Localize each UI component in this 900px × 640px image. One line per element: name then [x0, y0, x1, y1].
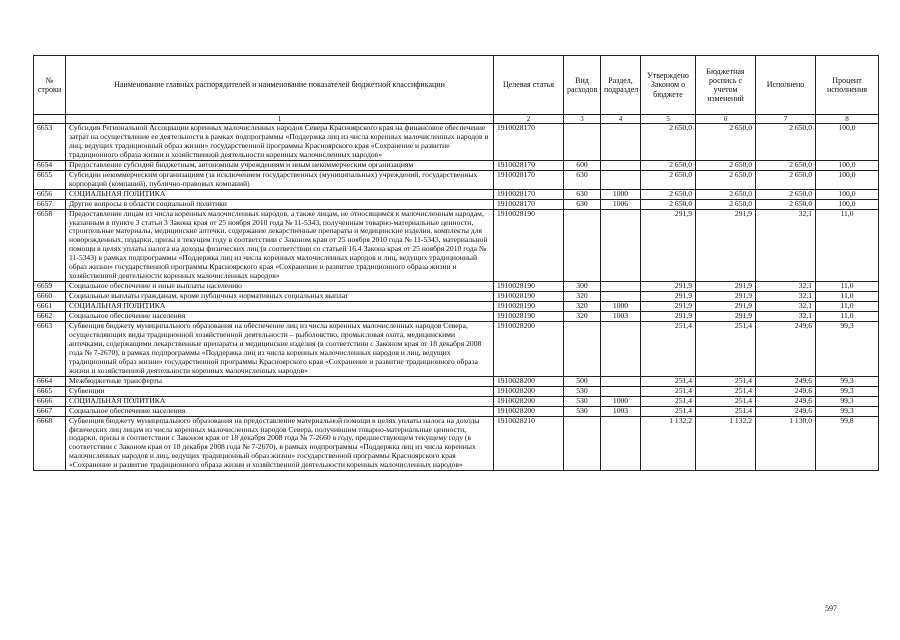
table-row — [34, 124, 879, 161]
row-name-cell: Субсидия Региональной Ассоциации коренных малочисленных народов Севера Красноярского края на финансовое обеспечение затрат на осуществление ее деятельности в рамках подпрограммы «Поддержка лиц из числа коренных малочисленных народов и лиц, ведущих традиционный образ жизни» государственной программы Красноярского края «Сохранение и развитие традиционного образа жизни и хозяйственной деятельности коренных малочисленных народов» — [66, 124, 494, 161]
approved-amount-cell: 1 132,2 — [641, 416, 696, 471]
row-number-cell: 6656 — [34, 189, 66, 199]
section-cell — [601, 416, 641, 471]
table-row — [34, 282, 879, 292]
section-cell — [601, 386, 641, 396]
header-row — [34, 56, 879, 115]
target-article-cell: 1910028200 — [494, 322, 564, 377]
executed-amount-cell: 32,1 — [756, 302, 816, 312]
section-cell: 1000 — [601, 189, 641, 199]
executed-amount-cell: 249,6 — [756, 376, 816, 386]
column-number: 1 — [66, 115, 494, 124]
row-number-cell: 6655 — [34, 170, 66, 189]
roster-amount-cell: 291,9 — [696, 302, 756, 312]
header-row-number: № строки — [34, 56, 66, 115]
table-row — [34, 416, 879, 471]
table-row — [34, 170, 879, 189]
section-cell — [601, 322, 641, 377]
roster-amount-cell: 291,9 — [696, 282, 756, 292]
roster-amount-cell: 251,4 — [696, 386, 756, 396]
row-number-cell: 6667 — [34, 406, 66, 416]
table-row — [34, 199, 879, 209]
target-article-cell: 1910028200 — [494, 396, 564, 406]
expense-type-cell — [564, 209, 601, 282]
table-row — [34, 406, 879, 416]
row-name-cell: Предоставление лицам из числа коренных малочисленных народов, а также лицам, не относящимся к малочисленным народам, указанным в пункте 3 статьи 3 Закона края от 25 ноября 2010 года № 11-5343, полученным товарно-материальные ценности, строительные материалы, медицинские аптечки, содержание лекарственные препараты и медицинские изделия, комплекты для новорожденных, подарки, призы в текущем году в соответствии с Законом края от 25 ноября 2010 года № 11-5343, материальной помощи в целях уплаты налога на доходы физических лиц (в соответствии со статьей 16.4 Закона края от 25 ноября 2010 года № 11-5343) в рамках подпрограммы «Поддержка лиц из числа коренных малочисленных народов и лиц, ведущих традиционный образ жизни» государственной программы Красноярского края «Сохранение и развитие традиционного образа жизни и хозяйственной деятельности коренных малочисленных народов» — [66, 209, 494, 282]
approved-amount-cell: 251,4 — [641, 406, 696, 416]
percent-cell: 11,0 — [816, 302, 879, 312]
target-article-cell: 1910028190 — [494, 302, 564, 312]
header-target-article: Целевая статья — [494, 56, 564, 115]
header-executed: Исполнено — [756, 56, 816, 115]
section-cell: 1000 — [601, 302, 641, 312]
section-cell — [601, 209, 641, 282]
header-budget-roster: Бюджетная роспись с учетом изменений — [696, 56, 756, 115]
table-row — [34, 312, 879, 322]
percent-cell: 100,0 — [816, 199, 879, 209]
row-name-cell: Социальное обеспечение и иные выплаты населению — [66, 282, 494, 292]
table-row — [34, 160, 879, 170]
column-number: 4 — [601, 115, 641, 124]
target-article-cell: 1910028190 — [494, 292, 564, 302]
section-cell — [601, 376, 641, 386]
approved-amount-cell: 291,9 — [641, 282, 696, 292]
roster-amount-cell: 251,4 — [696, 376, 756, 386]
approved-amount-cell: 2 650,0 — [641, 189, 696, 199]
header-percent: Процент исполнения — [816, 56, 879, 115]
row-name-cell: Предоставление субсидий бюджетным, автономным учреждениям и иным некоммерческим организациям — [66, 160, 494, 170]
expense-type-cell: 320 — [564, 312, 601, 322]
row-name-cell: Социальное обеспечение населения — [66, 406, 494, 416]
row-name-cell: Социальное обеспечение населения — [66, 312, 494, 322]
target-article-cell: 1910028210 — [494, 416, 564, 471]
row-number-cell: 6660 — [34, 292, 66, 302]
row-number-cell: 6657 — [34, 199, 66, 209]
section-cell: 1000 — [601, 396, 641, 406]
table-row — [34, 209, 879, 282]
percent-cell: 11,0 — [816, 292, 879, 302]
roster-amount-cell: 2 650,0 — [696, 189, 756, 199]
roster-amount-cell: 2 650,0 — [696, 199, 756, 209]
row-number-cell: 6658 — [34, 209, 66, 282]
page-number: 597 — [825, 604, 837, 613]
executed-amount-cell: 249,6 — [756, 386, 816, 396]
executed-amount-cell: 249,6 — [756, 396, 816, 406]
header-name: Наименование главных распорядителей и наименование показателей бюджетной классификации — [66, 56, 494, 115]
column-number: 2 — [494, 115, 564, 124]
target-article-cell: 1910028190 — [494, 282, 564, 292]
target-article-cell: 1910028170 — [494, 189, 564, 199]
approved-amount-cell: 2 650,0 — [641, 170, 696, 189]
executed-amount-cell: 249,6 — [756, 322, 816, 377]
expense-type-cell: 300 — [564, 282, 601, 292]
header-approved: Утверждено Законом о бюджете — [641, 56, 696, 115]
row-number-cell: 6653 — [34, 124, 66, 161]
expense-type-cell — [564, 124, 601, 161]
approved-amount-cell: 2 650,0 — [641, 124, 696, 161]
target-article-cell: 1910028200 — [494, 406, 564, 416]
roster-amount-cell: 251,4 — [696, 396, 756, 406]
row-name-cell: Субсидии некоммерческим организациям (за исключением государственных (муниципальных) учреждений, государственных корпораций (компаний), публично-правовых компаний) — [66, 170, 494, 189]
roster-amount-cell: 2 650,0 — [696, 160, 756, 170]
target-article-cell: 1910028170 — [494, 199, 564, 209]
expense-type-cell: 530 — [564, 406, 601, 416]
executed-amount-cell: 2 650,0 — [756, 160, 816, 170]
row-number-cell: 6654 — [34, 160, 66, 170]
roster-amount-cell: 291,9 — [696, 292, 756, 302]
approved-amount-cell: 2 650,0 — [641, 160, 696, 170]
expense-type-cell: 320 — [564, 302, 601, 312]
expense-type-cell — [564, 416, 601, 471]
section-cell: 1003 — [601, 312, 641, 322]
executed-amount-cell: 2 650,0 — [756, 199, 816, 209]
expense-type-cell: 320 — [564, 292, 601, 302]
executed-amount-cell: 2 650,0 — [756, 189, 816, 199]
percent-cell: 11,0 — [816, 312, 879, 322]
table-row — [34, 322, 879, 377]
expense-type-cell: 600 — [564, 160, 601, 170]
executed-amount-cell: 249,6 — [756, 406, 816, 416]
percent-cell: 99,3 — [816, 396, 879, 406]
section-cell: 1006 — [601, 199, 641, 209]
table-row — [34, 292, 879, 302]
percent-cell: 99,8 — [816, 416, 879, 471]
row-name-cell: Межбюджетные трансферты — [66, 376, 494, 386]
target-article-cell: 1910028170 — [494, 170, 564, 189]
column-number: 3 — [564, 115, 601, 124]
target-article-cell: 1910028200 — [494, 386, 564, 396]
expense-type-cell: 500 — [564, 376, 601, 386]
row-number-cell: 6668 — [34, 416, 66, 471]
row-name-cell: Субвенции — [66, 386, 494, 396]
roster-amount-cell: 2 650,0 — [696, 124, 756, 161]
approved-amount-cell: 251,4 — [641, 376, 696, 386]
row-name-cell: Другие вопросы в области социальной политики — [66, 199, 494, 209]
row-name-cell: СОЦИАЛЬНАЯ ПОЛИТИКА — [66, 189, 494, 199]
approved-amount-cell: 251,4 — [641, 322, 696, 377]
roster-amount-cell: 251,4 — [696, 322, 756, 377]
percent-cell: 100,0 — [816, 124, 879, 161]
percent-cell: 100,0 — [816, 160, 879, 170]
approved-amount-cell: 2 650,0 — [641, 199, 696, 209]
roster-amount-cell: 291,9 — [696, 209, 756, 282]
roster-amount-cell: 2 650,0 — [696, 170, 756, 189]
row-name-cell: СОЦИАЛЬНАЯ ПОЛИТИКА — [66, 396, 494, 406]
table-row — [34, 396, 879, 406]
target-article-cell: 1910028190 — [494, 312, 564, 322]
section-cell: 1003 — [601, 406, 641, 416]
executed-amount-cell: 2 650,0 — [756, 170, 816, 189]
approved-amount-cell: 291,9 — [641, 302, 696, 312]
budget-sheet — [33, 55, 878, 471]
section-cell — [601, 160, 641, 170]
column-number: 7 — [756, 115, 816, 124]
approved-amount-cell: 291,9 — [641, 209, 696, 282]
percent-cell: 99,3 — [816, 406, 879, 416]
expense-type-cell: 530 — [564, 396, 601, 406]
column-number: 6 — [696, 115, 756, 124]
executed-amount-cell: 32,1 — [756, 209, 816, 282]
expense-type-cell: 630 — [564, 199, 601, 209]
section-cell — [601, 292, 641, 302]
percent-cell: 100,0 — [816, 170, 879, 189]
expense-type-cell: 630 — [564, 189, 601, 199]
row-name-cell: Субвенция бюджету муниципального образования на предоставление материальной помощи в целях уплаты налога на доходы физических лиц лицам из числа коренных малочисленных народов Севера, получившим товарно-материальные ценности, подарки, призы в соответствии с Законом края от 18 декабря 2008 года № 7-2660 в году, предшествующем текущему году (в соответствии с Законом края от 18 декабря 2008 года № 7-2670), в рамках подпрограммы «Поддержка лиц из числа коренных малочисленных народов и лиц, ведущих традиционный образ жизни» государственной программы Красноярского края «Сохранение и развитие традиционного образа жизни и хозяйственной деятельности коренных малочисленных народов» — [66, 416, 494, 471]
executed-amount-cell: 2 650,0 — [756, 124, 816, 161]
executed-amount-cell: 32,1 — [756, 312, 816, 322]
column-number: 5 — [641, 115, 696, 124]
target-article-cell: 1910028170 — [494, 124, 564, 161]
table-row — [34, 189, 879, 199]
percent-cell: 11,0 — [816, 282, 879, 292]
table-row — [34, 386, 879, 396]
table-row — [34, 302, 879, 312]
percent-cell: 99,3 — [816, 376, 879, 386]
target-article-cell: 1910028200 — [494, 376, 564, 386]
header-section: Раздел, подраздел — [601, 56, 641, 115]
header-expense-type: Вид расходов — [564, 56, 601, 115]
percent-cell: 99,3 — [816, 322, 879, 377]
row-number-cell: 6665 — [34, 386, 66, 396]
target-article-cell: 1910028190 — [494, 209, 564, 282]
section-cell — [601, 124, 641, 161]
roster-amount-cell: 1 132,2 — [696, 416, 756, 471]
row-number-cell: 6659 — [34, 282, 66, 292]
row-name-cell: Социальные выплаты гражданам, кроме публичных нормативных социальных выплат — [66, 292, 494, 302]
percent-cell: 99,3 — [816, 386, 879, 396]
row-name-cell: СОЦИАЛЬНАЯ ПОЛИТИКА — [66, 302, 494, 312]
executed-amount-cell: 32,1 — [756, 282, 816, 292]
percent-cell: 11,0 — [816, 209, 879, 282]
expense-type-cell: 630 — [564, 170, 601, 189]
approved-amount-cell: 291,9 — [641, 292, 696, 302]
row-number-cell: 6663 — [34, 322, 66, 377]
row-number-cell: 6664 — [34, 376, 66, 386]
budget-table — [33, 55, 879, 471]
row-name-cell: Субвенция бюджету муниципального образования на обеспечение лиц из числа коренных малочисленных народов Севера, осуществляющих виды традиционной хозяйственной деятельности – рыболовство, промысловая охота, медицинскими аптечками, содержащими лекарственные препараты и медицинские изделия (в соответствии с Законом края от 18 декабря 2008 года № 7-2670), в рамках подпрограммы «Поддержка лиц из числа коренных малочисленных народов и лиц, ведущих традиционный образ жизни» государственной программы Красноярского края «Сохранение и развитие традиционного образа жизни и хозяйственной деятельности коренных малочисленных народов» — [66, 322, 494, 377]
row-number-cell: 6661 — [34, 302, 66, 312]
section-cell — [601, 282, 641, 292]
expense-type-cell — [564, 322, 601, 377]
executed-amount-cell: 1 130,0 — [756, 416, 816, 471]
roster-amount-cell: 251,4 — [696, 406, 756, 416]
target-article-cell: 1910028170 — [494, 160, 564, 170]
section-cell — [601, 170, 641, 189]
table-row — [34, 376, 879, 386]
approved-amount-cell: 251,4 — [641, 386, 696, 396]
executed-amount-cell: 32,1 — [756, 292, 816, 302]
row-number-cell: 6666 — [34, 396, 66, 406]
roster-amount-cell: 291,9 — [696, 312, 756, 322]
column-number: 8 — [816, 115, 879, 124]
percent-cell: 100,0 — [816, 189, 879, 199]
approved-amount-cell: 291,9 — [641, 312, 696, 322]
expense-type-cell: 530 — [564, 386, 601, 396]
row-number-cell: 6662 — [34, 312, 66, 322]
approved-amount-cell: 251,4 — [641, 396, 696, 406]
